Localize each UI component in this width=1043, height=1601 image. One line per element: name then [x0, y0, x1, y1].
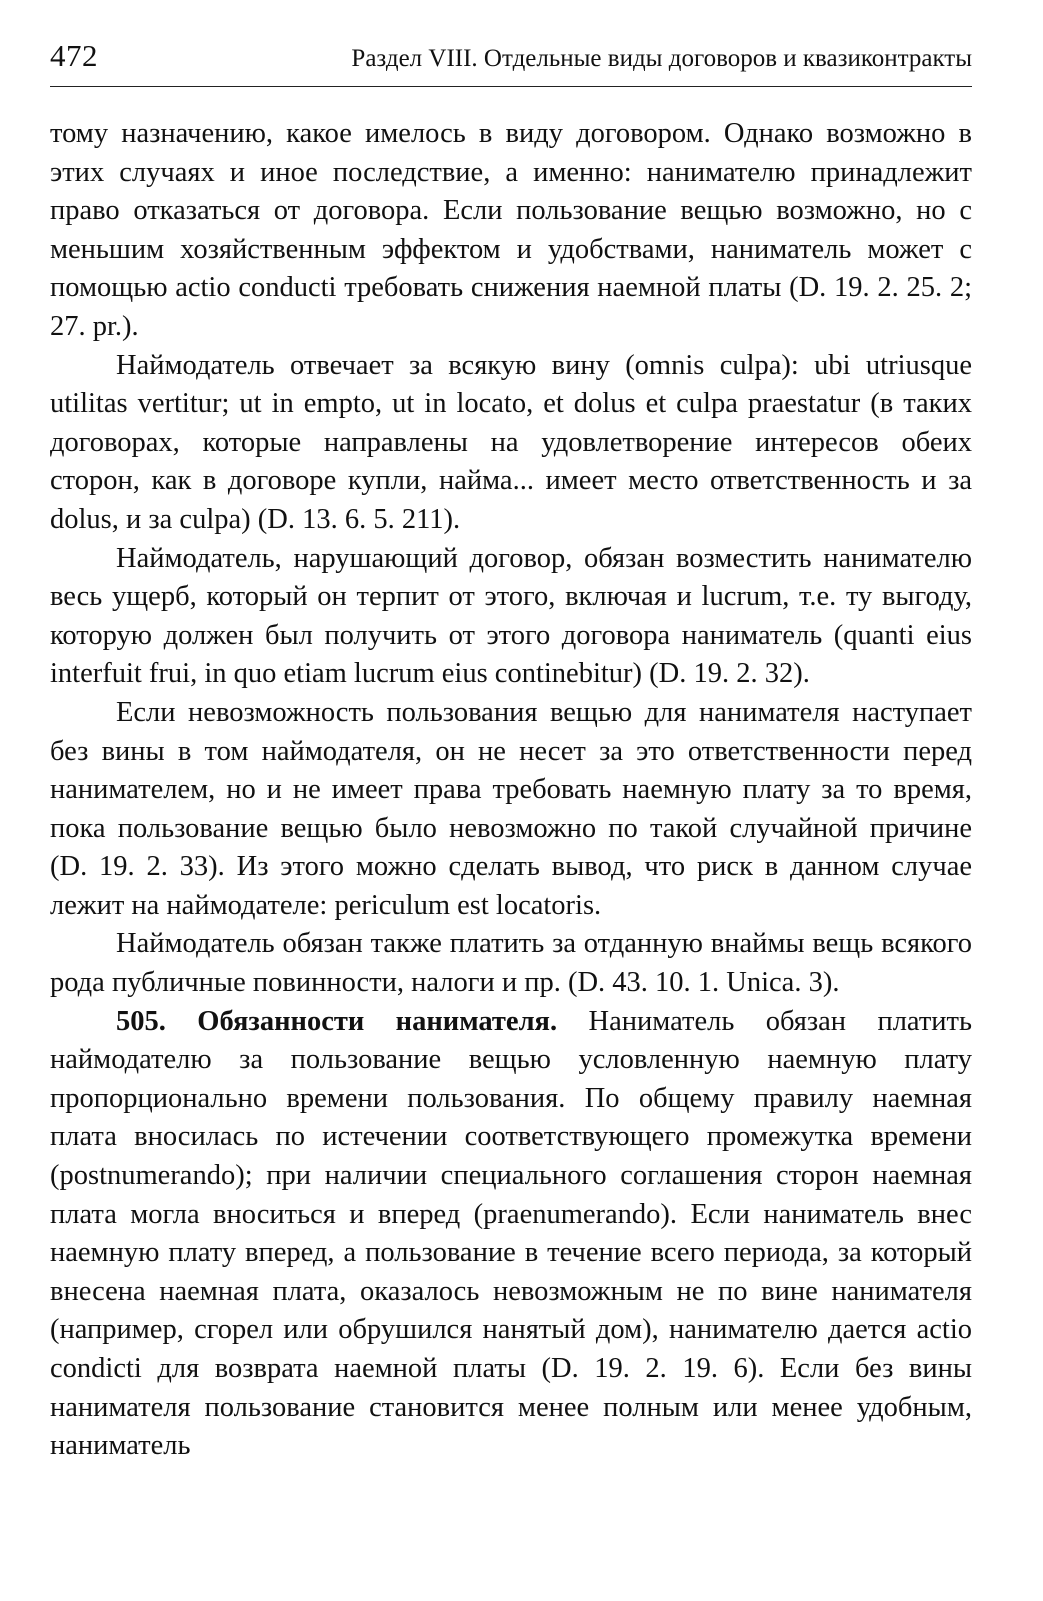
running-title: Раздел VIII. Отдельные виды договоров и квазиконтракты: [351, 45, 972, 72]
book-page: [50, 38, 972, 1466]
paragraph-continuation: тому назначению, какое имелось в виду договором. Однако возможно в этих случаях и иное последствие, а именно: нанимателю принадлежит право отказаться от договора. Если пользование вещью возможно, но с меньшим хозяйственным эффектом и удобствами, наниматель может с помощью actio conducti требовать снижения наемной платы (D. 19. 2. 25. 2; 27. pr.).: [50, 118, 972, 342]
section-505-paragraph: [50, 1003, 972, 1466]
paragraph: Если невозможность пользования вещью для нанимателя наступает без вины в том наймодателя, он не несет за это ответственности перед нанимателем, но и не имеет права требовать наемную плату за то время, пока пользование вещью было невозможно по такой случайной причине (D. 19. 2. 33). Из этого можно сделать вывод, что риск в данном случае лежит на наймодателе: periculum est locatoris.: [50, 696, 972, 921]
running-header: [50, 38, 972, 87]
paragraph: Наймодатель обязан также платить за отданную внаймы вещь всякого рода публичные повинности, налоги и пр. (D. 43. 10. 1. Unica. 3).: [50, 928, 972, 999]
body-text: [50, 115, 972, 1466]
section-text: Наниматель обязан платить наймодателю за пользование вещью условленную наемную плату пропорционально времени пользования. По общему правилу наемная плата вносилась по истечении соответствующего промежутка времени (postnumerando); при наличии специального соглашения сторон наемная плата могла вноситься и вперед (praenumerando). Если наниматель внес наемную плату вперед, а пользование в течение всего периода, за который внесена наемная плата, оказалось невозможным не по вине нанимателя (например, сгорел или обрушился нанятый дом), нанимателю дается actio condicti для возврата наемной платы (D. 19. 2. 19. 6). Если без вины нанимателя пользование становится менее полным или менее удобным, наниматель: [50, 1005, 972, 1462]
page-number: 472: [50, 38, 98, 73]
paragraph: Наймодатель отвечает за всякую вину (omnis culpa): ubi utriusque utilitas vertitur; ut in empto, ut in locato, et dolus et culpa praestatur (в таких договорах, которые направлены на удовлетворение интересов обеих сторон, как в договоре купли, найма... имеет место ответственность и за dolus, и за culpa) (D. 13. 6. 5. 211).: [50, 349, 972, 535]
paragraph: Наймодатель, нарушающий договор, обязан возместить нанимателю весь ущерб, который он терпит от этого, включая и lucrum, т.е. ту выгоду, которую должен был получить от этого договора наниматель (quanti eius interfuit frui, in quo etiam lucrum eius continebitur) (D. 19. 2. 32).: [50, 542, 972, 690]
section-title: Обязанности нанимателя.: [197, 1005, 558, 1037]
section-number: 505.: [116, 1005, 166, 1037]
